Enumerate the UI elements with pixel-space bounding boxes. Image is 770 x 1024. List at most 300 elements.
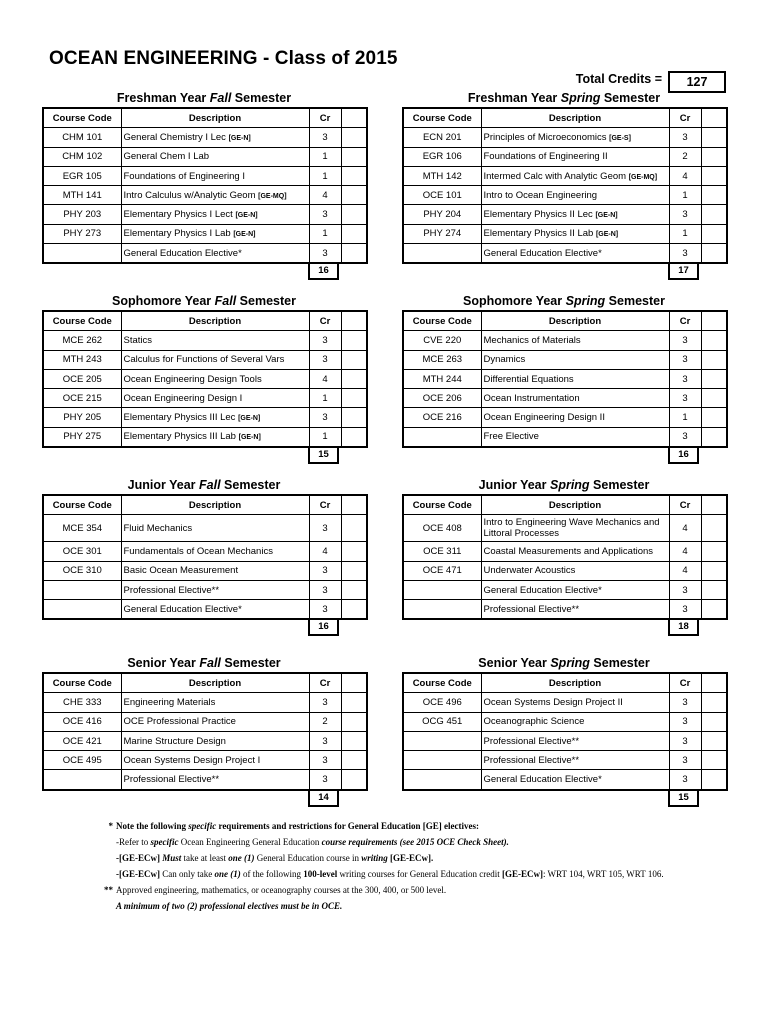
check-cell	[701, 561, 727, 580]
table-header-row	[43, 108, 367, 128]
course-code: OCE 206	[403, 389, 481, 408]
check-cell	[341, 693, 367, 712]
semester-total-row	[402, 620, 726, 636]
table-header-row	[43, 673, 367, 693]
semester-total: 17	[668, 262, 699, 280]
table-row	[403, 712, 727, 731]
check-cell	[341, 515, 367, 542]
ge-tag: [GE-N]	[238, 434, 261, 442]
header-blank	[701, 673, 727, 693]
course-credits: 3	[669, 369, 701, 388]
check-cell	[341, 350, 367, 369]
semester-total-row	[42, 448, 366, 464]
table-row	[403, 224, 727, 243]
header-description: Description	[481, 495, 669, 515]
course-code	[403, 751, 481, 770]
course-credits: 3	[669, 693, 701, 712]
course-credits: 4	[669, 166, 701, 185]
course-code: OCE 496	[403, 693, 481, 712]
course-description: Ocean Instrumentation	[481, 389, 669, 408]
semester-total-row	[402, 448, 726, 464]
ge-tag: [GE-N]	[228, 134, 251, 142]
header-credits: Cr	[309, 311, 341, 331]
table-row	[403, 515, 727, 542]
table-row	[403, 147, 727, 166]
course-code: OCE 421	[43, 731, 121, 750]
course-code	[403, 244, 481, 264]
course-credits: 3	[309, 128, 341, 147]
course-table	[42, 672, 368, 791]
check-cell	[341, 770, 367, 790]
course-code	[403, 427, 481, 447]
course-credits: 2	[669, 147, 701, 166]
semester-block	[402, 477, 726, 636]
semester-block	[42, 293, 366, 464]
course-code: OCE 215	[43, 389, 121, 408]
course-credits: 3	[309, 751, 341, 770]
course-description: Principles of Microeconomics [GE-S]	[481, 128, 669, 147]
header-credits: Cr	[669, 495, 701, 515]
semester-title: Junior Year Spring Semester	[478, 478, 650, 492]
course-table	[402, 672, 728, 791]
table-row	[403, 561, 727, 580]
check-cell	[701, 693, 727, 712]
course-code: EGR 105	[43, 166, 121, 185]
semester-total: 15	[668, 789, 699, 807]
header-blank	[701, 108, 727, 128]
note-line: -[GE-ECw] Must take at least one (1) General Education course in writing [GE-ECw].	[116, 853, 434, 863]
semester-title: Sophomore Year Fall Semester	[112, 294, 296, 308]
course-code: OCE 311	[403, 542, 481, 561]
course-description: Intro to Ocean Engineering	[481, 186, 669, 205]
course-description: OCE Professional Practice	[121, 712, 309, 731]
check-cell	[341, 205, 367, 224]
semester-block	[42, 655, 366, 807]
header-course-code: Course Code	[43, 495, 121, 515]
course-credits: 3	[669, 205, 701, 224]
course-description: Ocean Engineering Design I	[121, 389, 309, 408]
course-code: OCE 471	[403, 561, 481, 580]
header-credits: Cr	[669, 108, 701, 128]
course-credits: 1	[669, 224, 701, 243]
course-credits: 1	[309, 389, 341, 408]
course-description: Fluid Mechanics	[121, 515, 309, 542]
course-description: Foundations of Engineering II	[481, 147, 669, 166]
course-credits: 4	[309, 186, 341, 205]
course-description: Differential Equations	[481, 369, 669, 388]
course-description: General Education Elective*	[121, 600, 309, 620]
check-cell	[341, 731, 367, 750]
check-cell	[341, 427, 367, 447]
table-row	[43, 600, 367, 620]
table-row	[43, 205, 367, 224]
table-row	[43, 147, 367, 166]
ge-tag: [GE-S]	[609, 134, 631, 142]
header-blank	[341, 311, 367, 331]
semester-total: 16	[668, 446, 699, 464]
header-credits: Cr	[669, 673, 701, 693]
header-course-code: Course Code	[43, 311, 121, 331]
notes-section	[100, 818, 740, 914]
course-code: PHY 273	[43, 224, 121, 243]
note-line: -Refer to specific Ocean Engineering General Education course requirements (see 2015 OCE Check Sheet).	[116, 837, 509, 847]
table-row	[403, 731, 727, 750]
header-blank	[341, 495, 367, 515]
table-row	[43, 224, 367, 243]
course-credits: 1	[309, 147, 341, 166]
header-credits: Cr	[309, 108, 341, 128]
header-credits: Cr	[309, 495, 341, 515]
course-description: Coastal Measurements and Applications	[481, 542, 669, 561]
check-cell	[701, 712, 727, 731]
course-code: OCE 216	[403, 408, 481, 427]
header-description: Description	[481, 673, 669, 693]
course-code: MTH 244	[403, 369, 481, 388]
course-credits: 3	[669, 128, 701, 147]
course-credits: 1	[669, 186, 701, 205]
course-credits: 1	[309, 224, 341, 243]
course-credits: 3	[309, 770, 341, 790]
table-row	[43, 561, 367, 580]
semester-total: 14	[308, 789, 339, 807]
course-code	[403, 600, 481, 620]
course-credits: 3	[669, 427, 701, 447]
check-cell	[701, 389, 727, 408]
semester-total: 16	[308, 262, 339, 280]
course-credits: 3	[309, 561, 341, 580]
course-description: Marine Structure Design	[121, 731, 309, 750]
check-cell	[701, 515, 727, 542]
header-course-code: Course Code	[403, 108, 481, 128]
course-description: Oceanographic Science	[481, 712, 669, 731]
course-credits: 3	[309, 731, 341, 750]
course-credits: 3	[669, 389, 701, 408]
course-credits: 4	[669, 515, 701, 542]
course-credits: 3	[669, 712, 701, 731]
course-description: General Chem I Lab	[121, 147, 309, 166]
table-row	[43, 751, 367, 770]
header-description: Description	[121, 673, 309, 693]
course-credits: 3	[309, 515, 341, 542]
check-cell	[701, 600, 727, 620]
course-description: Ocean Engineering Design Tools	[121, 369, 309, 388]
course-code: OCE 495	[43, 751, 121, 770]
table-row	[403, 350, 727, 369]
check-cell	[341, 128, 367, 147]
course-description: Underwater Acoustics	[481, 561, 669, 580]
course-description: Elementary Physics I Lect [GE-N]	[121, 205, 309, 224]
table-row	[403, 186, 727, 205]
table-row	[403, 244, 727, 264]
course-table	[42, 107, 368, 264]
course-description: Elementary Physics III Lab [GE-N]	[121, 427, 309, 447]
table-header-row	[43, 495, 367, 515]
table-row	[43, 244, 367, 264]
course-code: PHY 205	[43, 408, 121, 427]
check-cell	[701, 580, 727, 599]
course-description: Intro to Engineering Wave Mechanics and Littoral Processes	[481, 515, 669, 542]
header-description: Description	[121, 495, 309, 515]
check-cell	[701, 186, 727, 205]
course-code: ECN 201	[403, 128, 481, 147]
course-code: CVE 220	[403, 331, 481, 350]
course-code	[43, 600, 121, 620]
header-course-code: Course Code	[43, 673, 121, 693]
semester-title: Freshman Year Spring Semester	[467, 91, 661, 105]
table-row	[43, 427, 367, 447]
table-row	[403, 427, 727, 447]
table-row	[403, 389, 727, 408]
ge-tag: [GE-N]	[233, 231, 256, 239]
table-header-row	[43, 311, 367, 331]
course-description: Elementary Physics I Lab [GE-N]	[121, 224, 309, 243]
header-blank	[701, 311, 727, 331]
course-credits: 4	[669, 542, 701, 561]
course-credits: 3	[669, 350, 701, 369]
semester-block	[402, 293, 726, 464]
course-code: OCE 310	[43, 561, 121, 580]
course-credits: 3	[309, 600, 341, 620]
semester-block	[402, 90, 726, 280]
course-description: General Education Elective*	[121, 244, 309, 264]
course-description: Mechanics of Materials	[481, 331, 669, 350]
table-row	[403, 770, 727, 790]
course-description: Elementary Physics II Lab [GE-N]	[481, 224, 669, 243]
course-description: General Education Elective*	[481, 770, 669, 790]
check-cell	[701, 731, 727, 750]
note-line: A minimum of two (2) professional electives must be in OCE.	[116, 901, 343, 911]
check-cell	[341, 712, 367, 731]
semester-block	[42, 477, 366, 636]
course-description: Elementary Physics III Lec [GE-N]	[121, 408, 309, 427]
check-cell	[341, 147, 367, 166]
course-credits: 3	[309, 693, 341, 712]
course-credits: 1	[309, 166, 341, 185]
course-code	[43, 244, 121, 264]
check-cell	[341, 408, 367, 427]
total-credits-value: 127	[668, 71, 726, 93]
table-row	[43, 166, 367, 185]
check-cell	[701, 751, 727, 770]
table-header-row	[403, 311, 727, 331]
semester-total-row	[402, 791, 726, 807]
course-credits: 3	[669, 331, 701, 350]
table-header-row	[403, 495, 727, 515]
header-blank	[341, 673, 367, 693]
course-description: Professional Elective**	[481, 751, 669, 770]
course-code: OCE 301	[43, 542, 121, 561]
check-cell	[701, 244, 727, 264]
course-description: Dynamics	[481, 350, 669, 369]
header-course-code: Course Code	[403, 311, 481, 331]
check-cell	[341, 542, 367, 561]
semester-total: 16	[308, 618, 339, 636]
course-credits: 3	[309, 350, 341, 369]
course-code: MTH 243	[43, 350, 121, 369]
check-cell	[341, 600, 367, 620]
semester-total-row	[42, 620, 366, 636]
table-row	[43, 350, 367, 369]
course-credits: 3	[309, 580, 341, 599]
check-cell	[341, 244, 367, 264]
course-code: MCE 263	[403, 350, 481, 369]
course-description: General Chemistry I Lec [GE-N]	[121, 128, 309, 147]
ge-tag: [GE-MQ]	[258, 192, 287, 200]
check-cell	[701, 128, 727, 147]
course-credits: 3	[669, 770, 701, 790]
course-credits: 1	[669, 408, 701, 427]
course-description: Statics	[121, 331, 309, 350]
table-row	[403, 751, 727, 770]
course-table	[402, 494, 728, 620]
check-cell	[341, 580, 367, 599]
table-row	[43, 712, 367, 731]
table-row	[43, 186, 367, 205]
semester-total-row	[402, 264, 726, 280]
course-code	[403, 770, 481, 790]
page-title: OCEAN ENGINEERING - Class of 2015	[49, 48, 398, 69]
ge-tag: [GE-MQ]	[628, 173, 658, 181]
header-course-code: Course Code	[403, 495, 481, 515]
ge-tag: [GE-N]	[595, 231, 619, 239]
course-code: PHY 204	[403, 205, 481, 224]
table-row	[403, 580, 727, 599]
course-description: General Education Elective*	[481, 244, 669, 264]
course-credits: 3	[669, 751, 701, 770]
course-description: Engineering Materials	[121, 693, 309, 712]
ge-tag: [GE-N]	[595, 212, 618, 220]
check-cell	[341, 224, 367, 243]
table-header-row	[403, 108, 727, 128]
table-row	[403, 331, 727, 350]
table-row	[403, 128, 727, 147]
semester-total-row	[42, 264, 366, 280]
header-blank	[701, 495, 727, 515]
course-credits: 4	[309, 369, 341, 388]
course-code: PHY 274	[403, 224, 481, 243]
table-row	[403, 408, 727, 427]
course-credits: 3	[669, 731, 701, 750]
table-row	[43, 389, 367, 408]
course-description: Basic Ocean Measurement	[121, 561, 309, 580]
course-credits: 4	[309, 542, 341, 561]
table-row	[403, 369, 727, 388]
header-description: Description	[481, 311, 669, 331]
total-credits-label: Total Credits =	[575, 72, 662, 86]
check-cell	[341, 331, 367, 350]
check-cell	[701, 770, 727, 790]
table-row	[43, 128, 367, 147]
course-description: Professional Elective**	[481, 600, 669, 620]
course-description: Ocean Systems Design Project I	[121, 751, 309, 770]
header-description: Description	[121, 108, 309, 128]
semester-title: Sophomore Year Spring Semester	[463, 294, 665, 308]
course-description: Free Elective	[481, 427, 669, 447]
semester-title: Freshman Year Fall Semester	[116, 91, 292, 105]
course-description: Elementary Physics II Lec [GE-N]	[481, 205, 669, 224]
table-row	[403, 693, 727, 712]
check-cell	[701, 408, 727, 427]
course-code: CHM 102	[43, 147, 121, 166]
check-cell	[701, 147, 727, 166]
semester-total: 18	[668, 618, 699, 636]
course-code: OCG 451	[403, 712, 481, 731]
course-code	[403, 731, 481, 750]
course-description: Professional Elective**	[121, 770, 309, 790]
check-cell	[701, 166, 727, 185]
check-cell	[701, 224, 727, 243]
course-description: Professional Elective**	[481, 731, 669, 750]
table-row	[403, 205, 727, 224]
header-course-code: Course Code	[43, 108, 121, 128]
header-credits: Cr	[309, 673, 341, 693]
ge-tag: [GE-N]	[235, 212, 258, 220]
semester-block	[402, 655, 726, 807]
course-description: Ocean Engineering Design II	[481, 408, 669, 427]
course-code: OCE 205	[43, 369, 121, 388]
course-code: EGR 106	[403, 147, 481, 166]
course-code: CHM 101	[43, 128, 121, 147]
header-credits: Cr	[669, 311, 701, 331]
course-code	[43, 770, 121, 790]
course-description: Intermed Calc with Analytic Geom [GE-MQ]	[481, 166, 669, 185]
semester-total-row	[42, 791, 366, 807]
header-description: Description	[481, 108, 669, 128]
course-table	[42, 494, 368, 620]
course-code: OCE 101	[403, 186, 481, 205]
table-row	[403, 166, 727, 185]
course-description: Intro Calculus w/Analytic Geom [GE-MQ]	[121, 186, 309, 205]
header-description: Description	[121, 311, 309, 331]
course-description: Ocean Systems Design Project II	[481, 693, 669, 712]
table-row	[43, 770, 367, 790]
course-table	[42, 310, 368, 448]
table-row	[403, 600, 727, 620]
header-course-code: Course Code	[403, 673, 481, 693]
table-row	[43, 580, 367, 599]
course-code: PHY 275	[43, 427, 121, 447]
check-cell	[341, 561, 367, 580]
course-table	[402, 310, 728, 448]
course-code	[403, 580, 481, 599]
semester-title: Senior Year Spring Semester	[478, 656, 650, 670]
course-credits: 3	[309, 408, 341, 427]
ge-tag: [GE-N]	[238, 415, 261, 423]
table-row	[43, 542, 367, 561]
course-code: CHE 333	[43, 693, 121, 712]
course-description: Calculus for Functions of Several Vars	[121, 350, 309, 369]
course-credits: 3	[669, 244, 701, 264]
course-code: OCE 408	[403, 515, 481, 542]
semester-title: Senior Year Fall Semester	[127, 656, 281, 670]
check-cell	[341, 751, 367, 770]
semester-title: Junior Year Fall Semester	[127, 478, 281, 492]
course-code	[43, 580, 121, 599]
table-row	[43, 369, 367, 388]
check-cell	[341, 186, 367, 205]
check-cell	[701, 331, 727, 350]
table-row	[43, 408, 367, 427]
course-credits: 4	[669, 561, 701, 580]
check-cell	[701, 369, 727, 388]
course-code: MTH 142	[403, 166, 481, 185]
course-code: OCE 416	[43, 712, 121, 731]
check-cell	[701, 542, 727, 561]
course-credits: 2	[309, 712, 341, 731]
course-credits: 3	[669, 600, 701, 620]
course-credits: 3	[309, 244, 341, 264]
table-row	[43, 693, 367, 712]
